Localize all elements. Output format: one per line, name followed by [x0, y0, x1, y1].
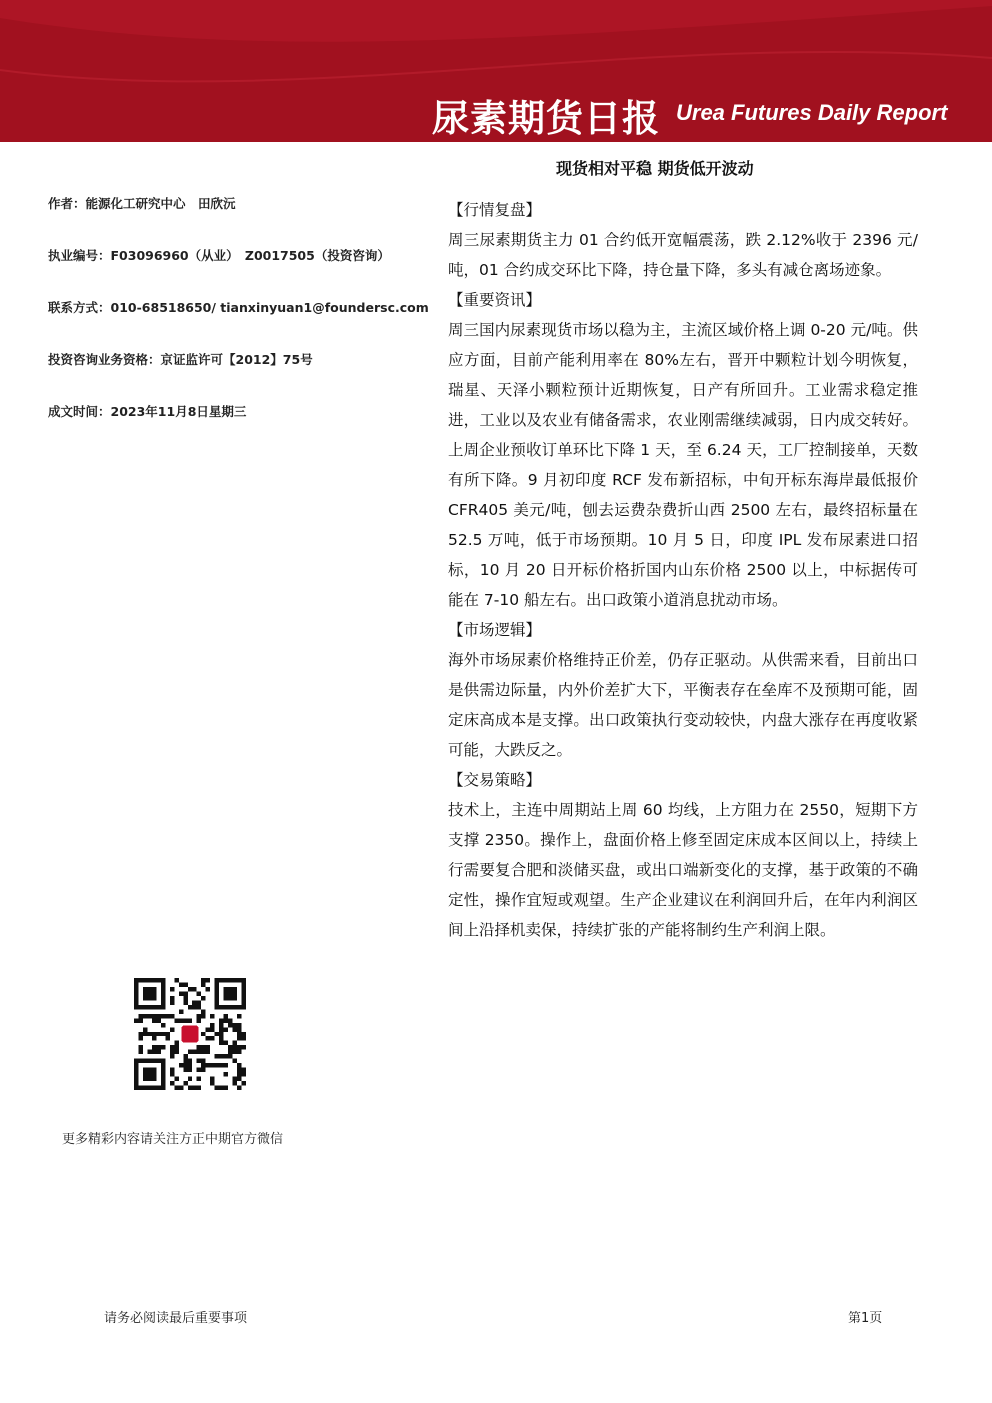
- meta-author: [48, 194, 236, 212]
- meta-value: 京证监许可【2012】75号: [160, 352, 313, 367]
- report-subtitle: 现货相对平稳 期货低开波动: [556, 159, 754, 178]
- section-heading-key-news: 【重要资讯】: [448, 291, 542, 309]
- report-body: [448, 195, 918, 945]
- meta-label: 执业编号：: [48, 248, 111, 263]
- footer-disclaimer-note: 请务必阅读最后重要事项: [104, 1311, 248, 1326]
- meta-label: 作者：: [48, 196, 86, 211]
- meta-qualification: [48, 350, 313, 368]
- section-heading-market-review: 【行情复盘】: [448, 201, 542, 219]
- section-text-key-news: 周三国内尿素现货市场以稳为主，主流区域价格上调 0-20 元/吨。供应方面，目前产能利用率在 80%左右，晋开中颗粒计划今明恢复，瑞星、天泽小颗粒预计近期恢复，日产有所回升。工业需求稳定推进，工业以及农业有储备需求，农业刚需继续减弱，日内成交转好。上周企业预收订单环比下降 1 天，至 6.24 天，工厂控制接单，天数有所下降。9 月初印度 RCF 发布新招标，中旬开标东海岸最低报价 CFR405 美元/吨，刨去运费杂费折山西 2500 左右，最终招标量在 52.5 万吨，低于市场预期。10 月 5 日，印度 IPL 发布尿素进口招标，10 月 20 日开标价格折国内山东价格 2500 以上，中标据传可能在 7-10 船左右。出口政策小道消息扰动市场。: [448, 321, 918, 609]
- meta-date: [48, 402, 246, 420]
- qr-center-logo-icon: [181, 1025, 198, 1042]
- meta-value: 2023年11月8日星期三: [110, 404, 247, 419]
- meta-contact: [48, 298, 429, 316]
- meta-label: 投资咨询业务资格：: [48, 352, 161, 367]
- section-text-market-review: 周三尿素期货主力 01 合约低开宽幅震荡，跌 2.12%收于 2396 元/吨，01 合约成交环比下降，持仓量下降，多头有减仓离场迹象。: [448, 231, 918, 279]
- qr-caption: 更多精彩内容请关注方正中期官方微信: [62, 1132, 284, 1147]
- report-title-en: Urea Futures Daily Report: [676, 100, 948, 125]
- page-number: 第1页: [848, 1311, 883, 1326]
- report-title-cn: 尿素期货日报: [432, 97, 660, 140]
- section-heading-trading-strategy: 【交易策略】: [448, 771, 542, 789]
- section-text-market-logic: 海外市场尿素价格维持正价差，仍存正驱动。从供需来看，目前出口是供需边际量，内外价差扩大下，平衡表存在垒库不及预期可能，固定床高成本是支撑。出口政策执行变动较快，内盘大涨存在再度收紧可能，大跌反之。: [448, 651, 918, 759]
- meta-license: [48, 246, 390, 264]
- meta-value: 能源化工研究中心 田欣沅: [85, 196, 236, 211]
- section-heading-market-logic: 【市场逻辑】: [448, 621, 542, 639]
- meta-label: 成文时间：: [48, 404, 111, 419]
- wechat-qr-code[interactable]: [134, 978, 246, 1090]
- meta-label: 联系方式：: [48, 300, 111, 315]
- section-text-trading-strategy: 技术上，主连中周期站上周 60 均线，上方阻力在 2550，短期下方支撑 2350。操作上，盘面价格上修至固定床成本区间以上，持续上行需要复合肥和淡储买盘，或出口端新变化的支撑，基于政策的不确定性，操作宜短或观望。生产企业建议在利润回升后，在年内利润区间上沿择机卖保，持续扩张的产能将制约生产利润上限。: [448, 801, 918, 939]
- meta-value: F03096960（从业） Z0017505（投资咨询）: [110, 248, 390, 263]
- meta-value: 010-68518650/ tianxinyuan1@foundersc.com: [110, 300, 429, 315]
